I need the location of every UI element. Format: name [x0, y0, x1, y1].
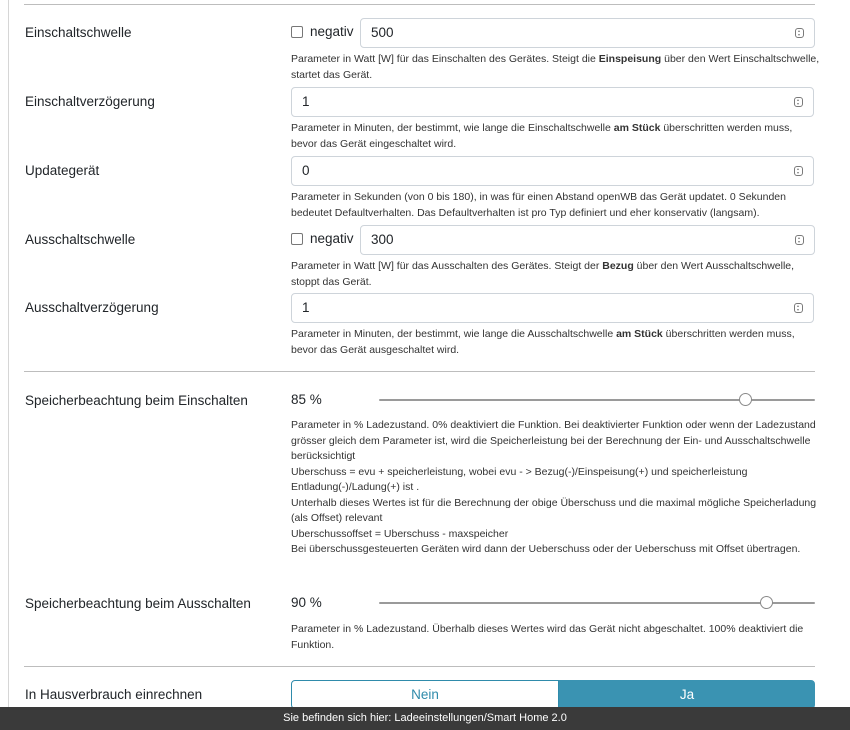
ausschaltverzoegerung-value: 1: [302, 300, 310, 315]
hausverbrauch-label: In Hausverbrauch einrechnen: [25, 687, 203, 702]
ausschaltschwelle-value: 300: [371, 232, 394, 247]
hausverbrauch-ja-button[interactable]: Ja: [559, 680, 815, 709]
ausschaltverzoegerung-help: Parameter in Minuten, der bestimmt, wie lange die Ausschaltschwelle am Stück überschritten werden muss, bevor das Gerät ausgeschaltet wird.: [291, 328, 795, 356]
einschaltschwelle-value: 500: [371, 25, 394, 40]
checkbox-box[interactable]: [291, 26, 303, 38]
updategeraet-label: Updategerät: [25, 163, 100, 178]
speicher-aus-label: Speicherbeachtung beim Ausschalten: [25, 596, 251, 611]
hausverbrauch-nein-button[interactable]: Nein: [291, 680, 559, 709]
divider: [24, 666, 815, 667]
ausschaltverzoegerung-input[interactable]: [291, 293, 814, 323]
negative-label: negativ: [310, 24, 354, 39]
speicher-aus-slider-thumb[interactable]: [760, 596, 773, 609]
speicher-aus-slider[interactable]: [379, 602, 815, 604]
speicher-ein-value: 85 %: [291, 392, 322, 407]
speicher-ein-help: Parameter in % Ladezustand. 0% deaktiviert die Funktion. Bei deaktivierter Funktion oder wenn der Ladezustand grösser gleich dem Parameter ist, wird die Speicherleistung bei der Berechnung der Ein- und Ausschaltschwelle berücksichtigt Uberschuss = evu + speicherleistung, wobei evu - > Bezug(-)/Einspeisung(+) und speicherleistung Entladung(-)/Ladung(+) ist . Unterhalb dieses Wertes ist für die Berechnung der obige Überschuss und die maximal mögliche Speicherladung (als Offset) relevant Uberschussoffset = Uberschuss - maxspeicher Bei überschussgesteuerten Geräten wird dann der Ueberschuss oder der Ueberschuss mit Offset übertragen.: [291, 419, 817, 555]
divider: [24, 371, 815, 372]
einschaltverzoegerung-value: 1: [302, 94, 310, 109]
speicher-ein-label: Speicherbeachtung beim Einschalten: [25, 393, 248, 408]
einschaltschwelle-input[interactable]: [360, 18, 815, 48]
einschaltverzoegerung-input[interactable]: [291, 87, 814, 117]
updategeraet-help: Parameter in Sekunden (von 0 bis 180), in was für einen Abstand openWB das Gerät updatet. 0 Sekunden bedeutet Defaultverhalten. Das Defaultverhalten ist pro Typ definiert und eher konservativ (langsam).: [291, 191, 786, 219]
spinner-icon[interactable]: [794, 166, 803, 176]
spinner-icon[interactable]: [794, 97, 803, 107]
spinner-icon[interactable]: [795, 28, 804, 38]
einschaltschwelle-label: Einschaltschwelle: [25, 25, 132, 40]
ausschaltverzoegerung-label: Ausschaltverzögerung: [25, 300, 159, 315]
divider-top: [24, 4, 815, 5]
speicher-ein-slider[interactable]: [379, 399, 815, 401]
breadcrumb-footer: Sie befinden sich hier: Ladeeinstellungen/Smart Home 2.0: [0, 707, 850, 730]
ausschaltschwelle-input[interactable]: [360, 225, 815, 255]
einschaltschwelle-help: Parameter in Watt [W] für das Einschalten des Gerätes. Steigt die Einspeisung über den Wert Einschaltschwelle, startet das Gerät.: [291, 53, 820, 81]
speicher-aus-value: 90 %: [291, 595, 322, 610]
speicher-aus-help: Parameter in % Ladezustand. Überhalb dieses Wertes wird das Gerät nicht abgeschaltet. 100% deaktiviert die Funktion.: [291, 623, 804, 651]
ausschaltschwelle-help: Parameter in Watt [W] für das Ausschalten des Gerätes. Steigt der Bezug über den Wert Ausschaltschwelle, stoppt das Gerät.: [291, 260, 795, 288]
einschaltverzoegerung-help: Parameter in Minuten, der bestimmt, wie lange die Einschaltschwelle am Stück überschritten werden muss, bevor das Gerät eingeschaltet wird.: [291, 122, 793, 150]
ausschaltschwelle-label: Ausschaltschwelle: [25, 232, 136, 247]
spinner-icon[interactable]: [794, 303, 803, 313]
einschaltverzoegerung-label: Einschaltverzögerung: [25, 94, 155, 109]
negative-label: negativ: [310, 231, 354, 246]
speicher-ein-slider-thumb[interactable]: [739, 393, 752, 406]
checkbox-box[interactable]: [291, 233, 303, 245]
updategeraet-value: 0: [302, 163, 310, 178]
panel-border: [8, 0, 9, 707]
updategeraet-input[interactable]: [291, 156, 814, 186]
spinner-icon[interactable]: [795, 235, 804, 245]
